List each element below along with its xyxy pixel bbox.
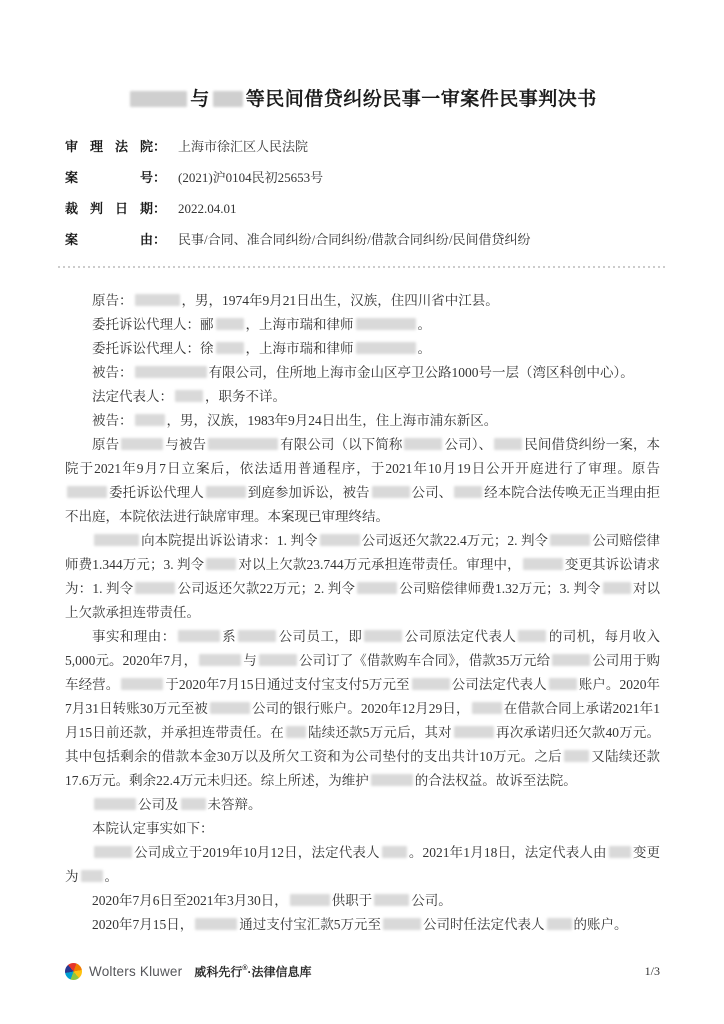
text-segment: 供职于 (331, 893, 373, 908)
text-segment: 公司返还欠款22.4万元；2. 判令 (361, 533, 549, 548)
text-segment: 2020年7月6日至2021年3月30日， (92, 893, 288, 908)
paragraph-11 (65, 817, 660, 841)
text-segment: 公司及 (138, 797, 179, 812)
paragraph-7 (65, 433, 660, 529)
text-segment: ，男，1974年9月21日出生，汉族，住四川省中江县。 (181, 293, 499, 308)
text-segment: 委托诉讼代理人：徐 (92, 341, 214, 356)
product-suffix-text: ·法律信息库 (247, 964, 312, 979)
redacted-text (175, 390, 203, 402)
redacted-text (210, 702, 250, 714)
text-segment: 法定代表人： (92, 389, 173, 404)
text-segment: 公司、 (411, 485, 453, 500)
meta-colon: ： (153, 232, 167, 247)
redacted-text (206, 486, 246, 498)
meta-label (65, 193, 153, 224)
redacted-text (320, 534, 360, 546)
text-segment: 在借款合同上承诺2021年1月15日前还款，并承担连带责任。在 (65, 701, 661, 740)
redacted-text (81, 870, 103, 882)
redacted-text (382, 846, 407, 858)
meta-label (65, 224, 153, 255)
text-segment: 委托诉讼代理人：郦 (92, 317, 214, 332)
text-segment: 公司赔偿律师费1.32万元；3. 判令 (399, 581, 601, 596)
redacted-text (374, 894, 409, 906)
redacted-text (290, 894, 330, 906)
meta-colon: ： (153, 201, 167, 216)
text-segment: 对以上欠款23.744万元承担连带责任。审理中， (238, 557, 521, 572)
paragraph-14 (65, 913, 660, 937)
meta-label-char: 裁 (65, 201, 79, 216)
redacted-text (357, 582, 397, 594)
redacted-text (552, 654, 590, 666)
meta-row-case-number (65, 162, 660, 193)
case-meta-section (65, 131, 660, 255)
text-segment: 原告： (92, 293, 133, 308)
redacted-text (523, 558, 563, 570)
redacted-text (135, 582, 175, 594)
document-title (60, 84, 664, 111)
registered-trademark-symbol: ® (242, 964, 248, 972)
redacted-text (564, 750, 589, 762)
text-segment: 。 (104, 869, 118, 884)
redacted-text (603, 582, 631, 594)
text-segment: 公司用于购车经营。 (65, 653, 661, 692)
redacted-text (94, 798, 136, 810)
paragraph-8 (65, 529, 660, 625)
redacted-text (181, 798, 206, 810)
meta-row-cause-of-action (65, 224, 660, 255)
paragraph-5 (65, 385, 660, 409)
text-segment: 的账户。 (573, 917, 628, 932)
redacted-text (454, 486, 482, 498)
product-name (194, 963, 311, 980)
redacted-text (412, 678, 450, 690)
redacted-text (67, 486, 107, 498)
meta-label (65, 131, 153, 162)
document-body (65, 289, 660, 937)
paragraph-9 (65, 625, 660, 793)
redacted-text (199, 654, 241, 666)
brand-area (65, 963, 312, 980)
paragraph-12 (65, 841, 660, 889)
redacted-text (135, 414, 165, 426)
redacted-text (472, 702, 502, 714)
meta-label-char: 期 (139, 201, 153, 216)
paragraph-1 (65, 289, 660, 313)
paragraph-3 (65, 337, 660, 361)
meta-label-char: 由 (139, 232, 153, 247)
redacted-text (259, 654, 297, 666)
text-segment: 公司时任法定代表人 (423, 917, 545, 932)
meta-value: 上海市徐汇区人民法院 (178, 139, 309, 154)
redacted-text (550, 534, 590, 546)
text-segment: 变更其诉讼请求为：1. 判令 (65, 557, 661, 596)
redacted-text (364, 630, 402, 642)
brand-name: Wolters Kluwer (89, 963, 183, 979)
redacted-text (208, 438, 278, 450)
meta-label-char: 审 (65, 139, 79, 154)
redacted-text (94, 534, 139, 546)
meta-label-char: 号 (139, 170, 153, 185)
paragraph-10 (65, 793, 660, 817)
page-footer (65, 958, 662, 984)
text-segment: 公司的银行账户。2020年12月29日， (251, 701, 470, 716)
text-segment: 向本院提出诉讼请求：1. 判令 (141, 533, 318, 548)
text-segment: 对以上欠款承担连带责任。 (65, 581, 661, 620)
text-segment: 经本院合法传唤无正当理由拒不出庭，本院依法进行缺席审理。本案现已审理终结。 (65, 485, 661, 524)
text-segment: 通过支付宝汇款5万元至 (239, 917, 381, 932)
text-segment: 的司机，每月收入5,000元。2020年7月， (65, 629, 660, 668)
text-segment: 2020年7月15日， (92, 917, 194, 932)
redacted-text (372, 486, 410, 498)
redacted-text (454, 726, 494, 738)
text-segment: ，上海市瑞和律师 (245, 317, 354, 332)
paragraph-2 (65, 313, 660, 337)
redacted-text (206, 558, 236, 570)
redacted-text (518, 630, 546, 642)
meta-value: 民事/合同、准合同纠纷/合同纠纷/借款合同纠纷/民间借贷纠纷 (178, 232, 531, 247)
redacted-text (549, 678, 577, 690)
text-segment: 与 (243, 653, 257, 668)
redacted-text (356, 318, 416, 330)
text-segment: 公司员工，即 (278, 629, 363, 644)
paragraph-4 (65, 361, 660, 385)
paragraph-6 (65, 409, 660, 433)
text-segment: ，男，汉族，1983年9月24日出生，住上海市浦东新区。 (166, 413, 498, 428)
text-segment: 等民间借贷纠纷民事一审案件民事判决书 (245, 89, 597, 110)
meta-value: (2021)沪0104民初25653号 (178, 170, 324, 185)
meta-label-char: 院 (139, 139, 153, 154)
meta-label-char: 理 (89, 139, 103, 154)
redacted-text (238, 630, 276, 642)
text-segment: 公司订了《借款购车合同》，借款35万元给 (298, 653, 551, 668)
text-segment: 于2020年7月15日通过支付宝支付5万元至 (165, 677, 410, 692)
text-segment: ，职务不详。 (205, 389, 286, 404)
text-segment: 原告 (92, 437, 120, 452)
redacted-text (494, 438, 522, 450)
meta-row-court (65, 131, 660, 162)
text-segment: ，上海市瑞和律师 (245, 341, 354, 356)
redacted-text (130, 91, 187, 107)
meta-label-char: 案 (65, 232, 79, 247)
section-divider (58, 266, 666, 268)
product-name-text: 威科先行 (194, 964, 243, 979)
text-segment: 被告： (92, 413, 133, 428)
meta-label-char: 日 (114, 201, 128, 216)
redacted-text (94, 846, 132, 858)
text-segment: 与 (190, 89, 210, 110)
redacted-text (195, 918, 237, 930)
meta-row-judgment-date (65, 193, 660, 224)
text-segment: 账户。2020年7月31日转账30万元至被 (65, 677, 661, 716)
text-segment: 未答辩。 (207, 797, 262, 812)
redacted-text (404, 438, 442, 450)
text-segment: 与被告 (165, 437, 207, 452)
redacted-text (178, 630, 220, 642)
page-indicator: 1/3 (644, 963, 660, 978)
redacted-text (609, 846, 631, 858)
text-segment: 本院认定事实如下： (92, 821, 214, 836)
text-segment: 民间借贷纠纷一案，本院于2021年9月7日立案后，依法适用普通程序，于2021年10月19日公开开庭进行了审理。原告 (65, 437, 661, 476)
meta-label (65, 162, 153, 193)
text-segment: 的合法权益。故诉至法院。 (414, 773, 577, 788)
wolters-kluwer-logo-icon (65, 963, 82, 980)
redacted-text (286, 726, 306, 738)
redacted-text (547, 918, 572, 930)
text-segment: 变更为 (65, 845, 661, 884)
text-segment: 有限公司，住所地上海市金山区亭卫公路1000号一层（湾区科创中心）。 (208, 365, 634, 380)
text-segment: 公司赔偿律师费1.344万元；3. 判令 (65, 533, 661, 572)
meta-colon: ： (153, 139, 167, 154)
redacted-text (121, 678, 163, 690)
meta-value: 2022.04.01 (178, 201, 237, 216)
redacted-text (356, 342, 416, 354)
redacted-text (135, 366, 207, 378)
text-segment: 公司原法定代表人 (404, 629, 517, 644)
text-segment: 事实和理由： (92, 629, 176, 644)
redacted-text (121, 438, 163, 450)
meta-label-char: 案 (65, 170, 79, 185)
text-segment: 。 (417, 341, 431, 356)
text-segment: 有限公司（以下简称 (280, 437, 403, 452)
text-segment: 又陆续还款17.6万元。剩余22.4万元未归还。综上所述，为维护 (65, 749, 661, 788)
text-segment: 陆续还款5万元后，其对 (307, 725, 452, 740)
text-segment: 公司。 (411, 893, 452, 908)
paragraph-13 (65, 889, 660, 913)
text-segment: 再次承诺归还欠款40万元。其中包括剩余的借款本金30万以及所欠工资和为公司垫付的支出共计10万元。之后 (65, 725, 661, 764)
text-segment: 委托诉讼代理人 (109, 485, 204, 500)
redacted-text (371, 774, 413, 786)
text-segment: 公司）、 (444, 437, 493, 452)
text-segment: 被告： (92, 365, 133, 380)
text-segment: 到庭参加诉讼，被告 (247, 485, 370, 500)
redacted-text (383, 918, 421, 930)
text-segment: 。2021年1月18日，法定代表人由 (408, 845, 607, 860)
text-segment: 系 (221, 629, 237, 644)
text-segment: 。 (417, 317, 431, 332)
text-segment: 公司成立于2019年10月12日，法定代表人 (134, 845, 380, 860)
meta-label-char: 判 (89, 201, 103, 216)
text-segment: 公司法定代表人 (451, 677, 547, 692)
redacted-text (213, 91, 243, 107)
meta-colon: ： (153, 170, 167, 185)
redacted-text (216, 342, 244, 354)
text-segment: 公司返还欠款22万元；2. 判令 (177, 581, 356, 596)
redacted-text (216, 318, 244, 330)
redacted-text (135, 294, 180, 306)
meta-label-char: 法 (114, 139, 128, 154)
